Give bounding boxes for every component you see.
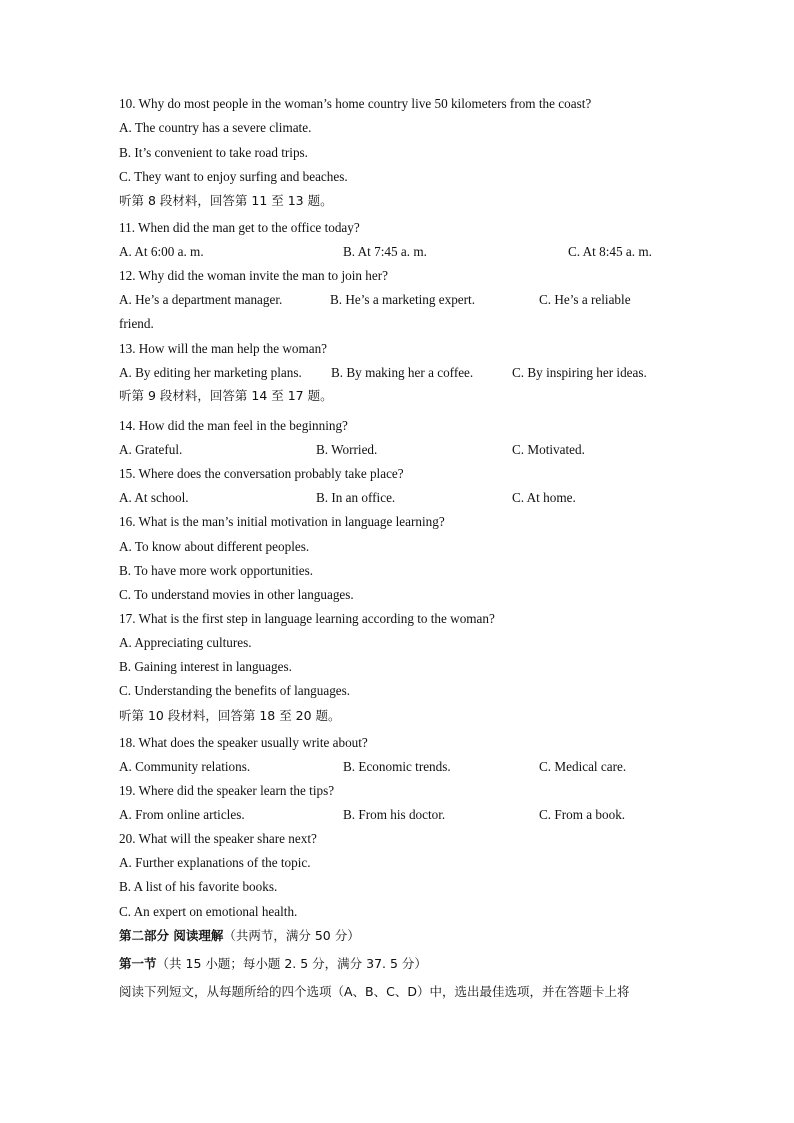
option-12-c: C. He’s a reliable xyxy=(539,292,631,307)
section-1-title: 第一节 xyxy=(119,956,157,971)
section-8-instruction: 听第 8 段材料，回答第 11 至 13 题。 xyxy=(119,193,333,208)
option-16-a: A. To know about different peoples. xyxy=(119,539,310,554)
option-13-a: A. By editing her marketing plans. xyxy=(119,365,302,380)
question-11: 11. When did the man get to the office today? xyxy=(119,220,360,235)
options-15 xyxy=(119,490,679,506)
option-14-c: C. Motivated. xyxy=(512,442,585,457)
part-2-title: 第二部分 阅读理解 xyxy=(119,928,224,943)
options-11 xyxy=(119,244,679,260)
option-14-b: B. Worried. xyxy=(316,442,378,457)
option-13-c: C. By inspiring her ideas. xyxy=(512,365,647,380)
option-16-c: C. To understand movies in other languages. xyxy=(119,587,354,602)
option-20-b: B. A list of his favorite books. xyxy=(119,879,278,894)
option-20-c: C. An expert on emotional health. xyxy=(119,904,298,919)
option-18-a: A. Community relations. xyxy=(119,759,251,774)
question-20: 20. What will the speaker share next? xyxy=(119,831,317,846)
option-14-a: A. Grateful. xyxy=(119,442,183,457)
question-15: 15. Where does the conversation probably take place? xyxy=(119,466,404,481)
section-1-heading xyxy=(119,956,427,972)
option-15-a: A. At school. xyxy=(119,490,189,505)
option-12-c-continued: friend. xyxy=(119,316,154,331)
question-10: 10. Why do most people in the woman’s home country live 50 kilometers from the coast? xyxy=(119,96,592,111)
option-12-b: B. He’s a marketing expert. xyxy=(330,292,476,307)
option-19-a: A. From online articles. xyxy=(119,807,245,822)
options-14 xyxy=(119,442,679,458)
question-16: 16. What is the man’s initial motivation in language learning? xyxy=(119,514,445,529)
option-17-a: A. Appreciating cultures. xyxy=(119,635,252,650)
option-15-c: C. At home. xyxy=(512,490,576,505)
section-10-instruction: 听第 10 段材料，回答第 18 至 20 题。 xyxy=(119,708,341,723)
option-20-a: A. Further explanations of the topic. xyxy=(119,855,311,870)
option-11-a: A. At 6:00 a. m. xyxy=(119,244,204,259)
part-2-heading xyxy=(119,928,360,944)
option-19-b: B. From his doctor. xyxy=(343,807,446,822)
option-13-b: B. By making her a coffee. xyxy=(331,365,474,380)
options-19 xyxy=(119,807,679,823)
reading-instruction: 阅读下列短文，从每题所给的四个选项（A、B、C、D）中，选出最佳选项，并在答题卡上将 xyxy=(119,984,630,999)
option-10-b: B. It’s convenient to take road trips. xyxy=(119,145,308,160)
option-19-c: C. From a book. xyxy=(539,807,626,822)
option-11-c: C. At 8:45 a. m. xyxy=(568,244,652,259)
options-12 xyxy=(119,292,679,308)
option-10-c: C. They want to enjoy surfing and beaches. xyxy=(119,169,348,184)
question-18: 18. What does the speaker usually write about? xyxy=(119,735,368,750)
options-13 xyxy=(119,365,679,381)
part-2-score: （共两节，满分 50 分） xyxy=(223,928,360,943)
question-14: 14. How did the man feel in the beginning? xyxy=(119,418,348,433)
option-17-c: C. Understanding the benefits of languages. xyxy=(119,683,351,698)
option-10-a: A. The country has a severe climate. xyxy=(119,120,312,135)
option-18-b: B. Economic trends. xyxy=(343,759,451,774)
option-18-c: C. Medical care. xyxy=(539,759,627,774)
option-11-b: B. At 7:45 a. m. xyxy=(343,244,427,259)
question-19: 19. Where did the speaker learn the tips? xyxy=(119,783,335,798)
option-15-b: B. In an office. xyxy=(316,490,396,505)
question-17: 17. What is the first step in language learning according to the woman? xyxy=(119,611,495,626)
option-16-b: B. To have more work opportunities. xyxy=(119,563,314,578)
option-17-b: B. Gaining interest in languages. xyxy=(119,659,292,674)
option-12-a: A. He’s a department manager. xyxy=(119,292,283,307)
question-13: 13. How will the man help the woman? xyxy=(119,341,328,356)
section-9-instruction: 听第 9 段材料，回答第 14 至 17 题。 xyxy=(119,388,333,403)
question-12: 12. Why did the woman invite the man to join her? xyxy=(119,268,388,283)
options-18 xyxy=(119,759,679,775)
section-1-score: （共 15 小题；每小题 2. 5 分，满分 37. 5 分） xyxy=(156,956,427,971)
